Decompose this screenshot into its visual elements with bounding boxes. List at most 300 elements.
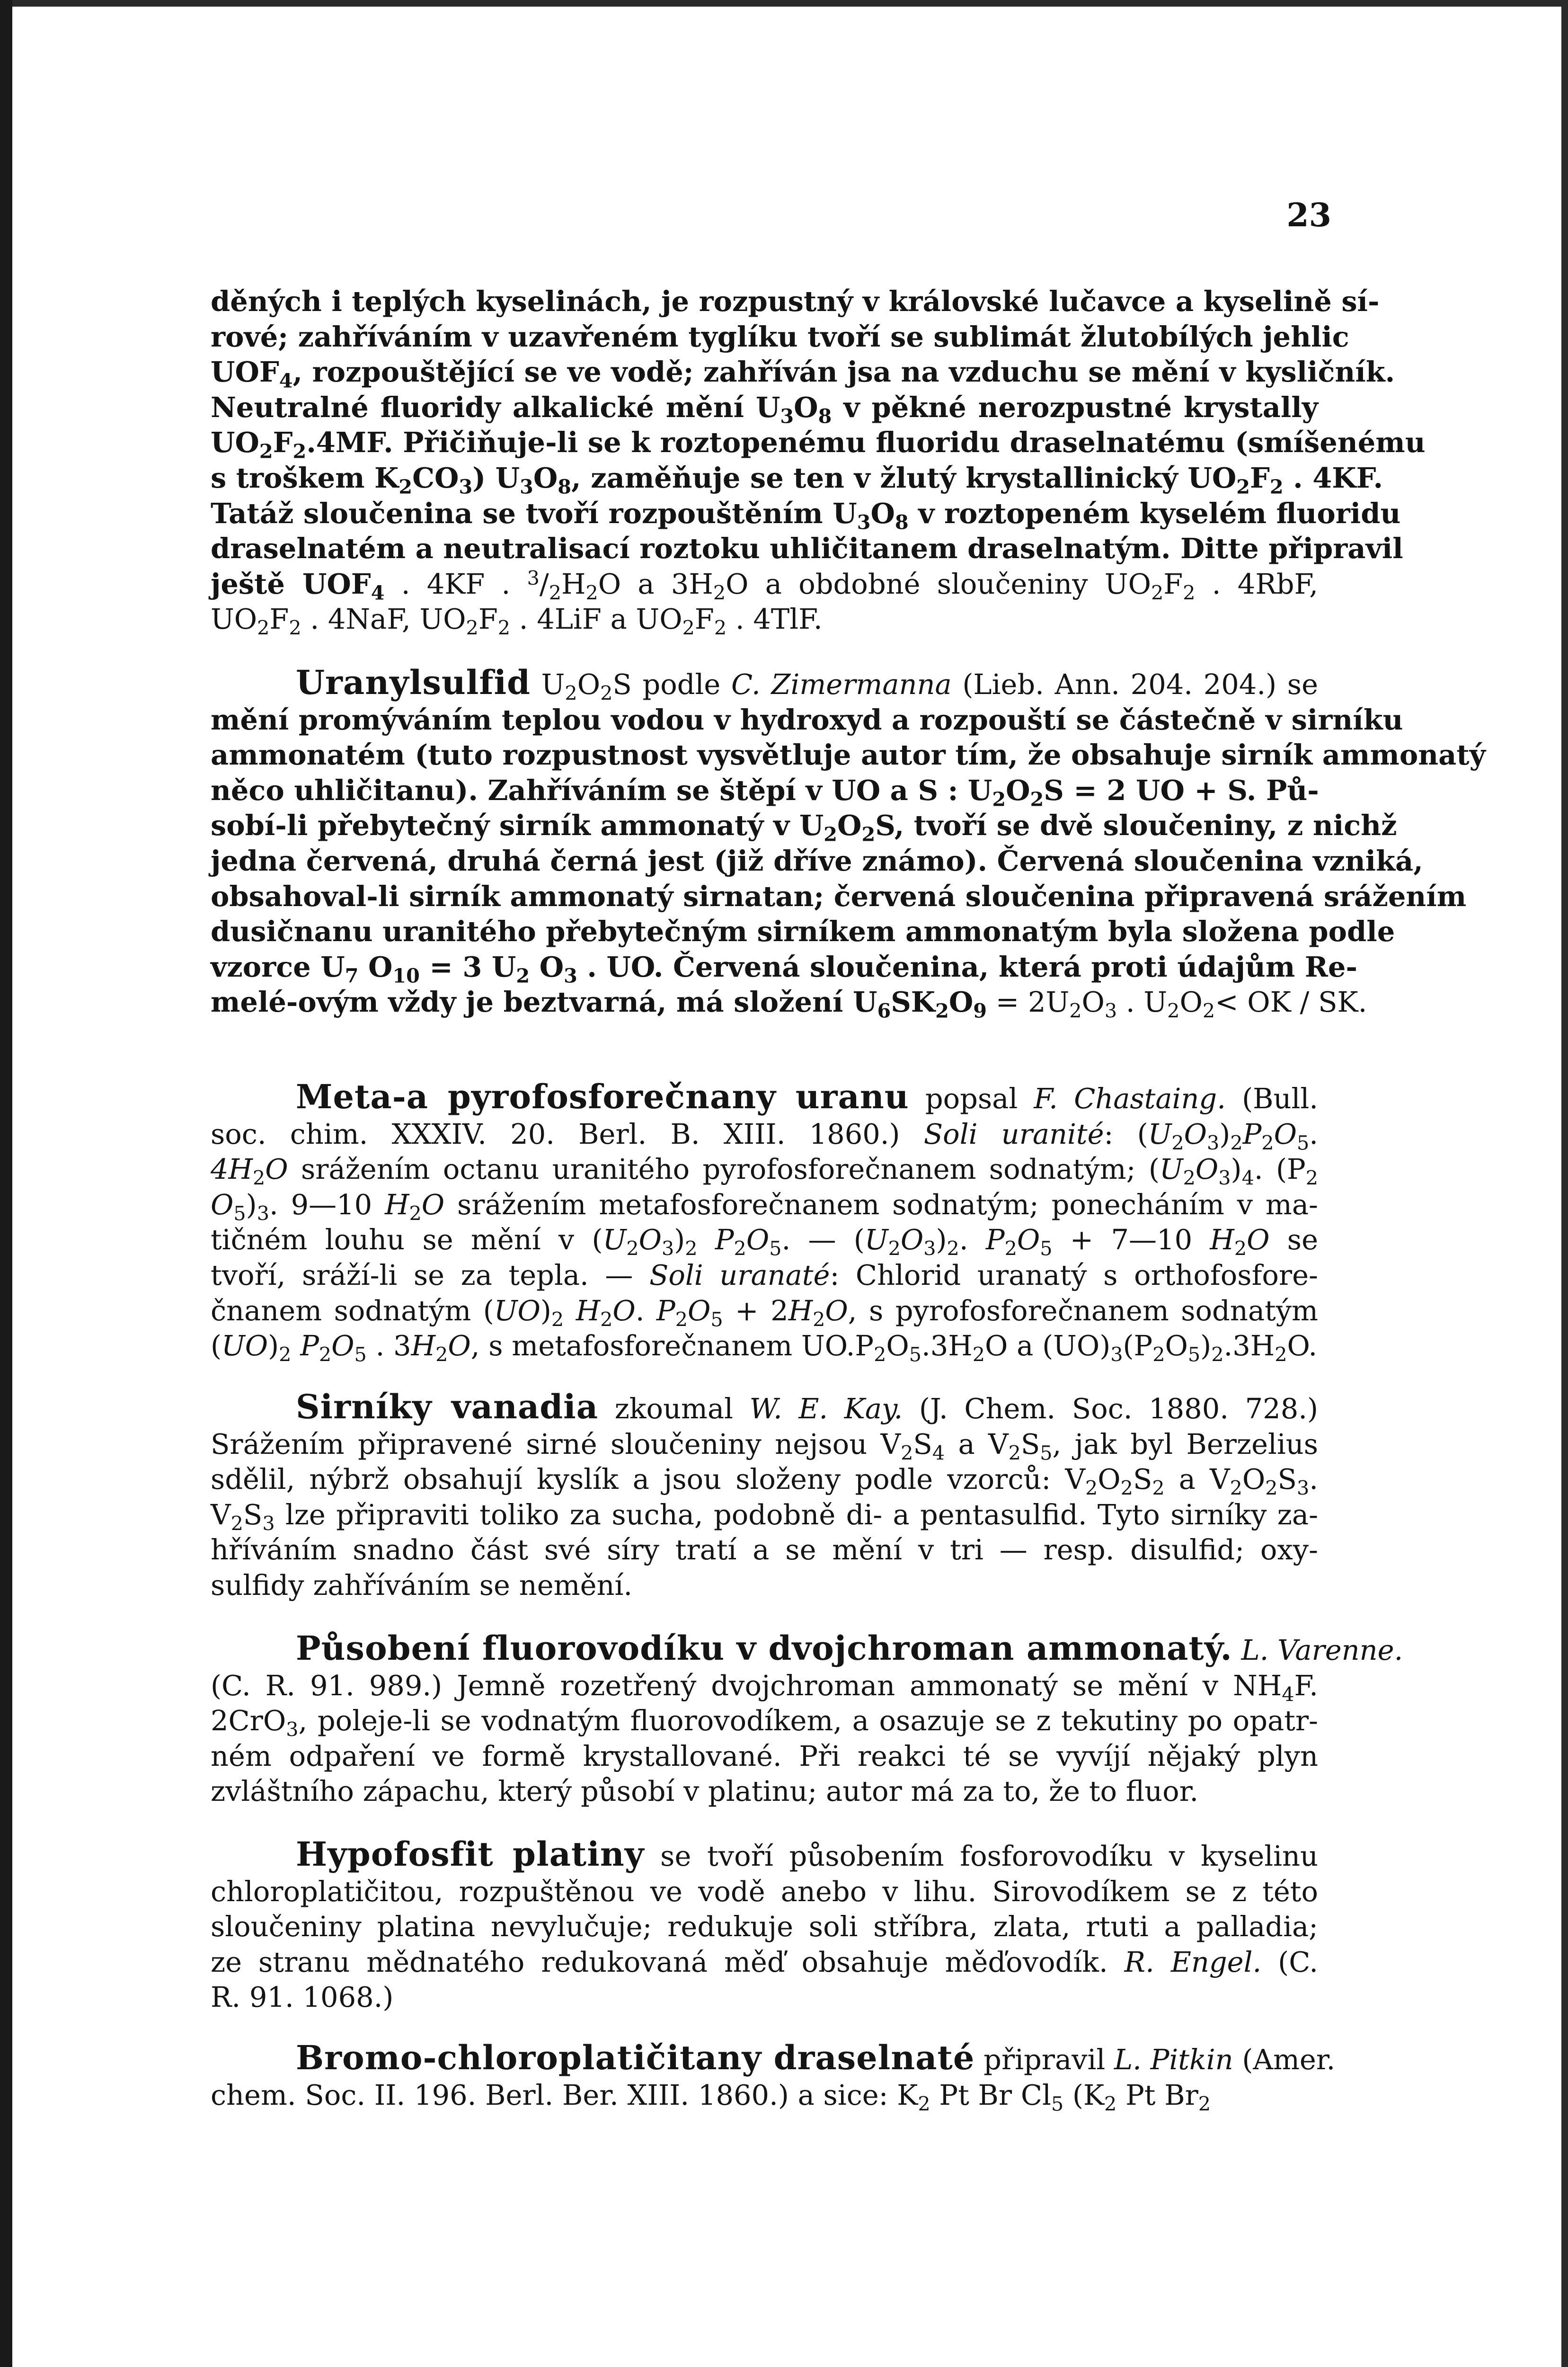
text-run: Pt Br [1116, 2078, 1198, 2111]
text-run: W. E. Kay. [749, 1392, 903, 1425]
text-run: SK [891, 986, 936, 1019]
text-run: . 4NaF, UO [301, 603, 466, 636]
text-run: srážením metafosforečnanem sodnatým; ponecháním v ma- [444, 1188, 1318, 1221]
scan-edge-left [0, 0, 12, 2367]
text-run: O [794, 391, 818, 424]
text-run: V [211, 1498, 231, 1531]
text-run: hříváním snadno část své síry tratí a se mění v tri — resp. disulfid; oxy- [211, 1533, 1318, 1566]
text-run: , s pyrofosforečnanem sodnatým [848, 1294, 1318, 1327]
text-run: = 2U [987, 986, 1070, 1019]
text-run: 2 [292, 439, 307, 463]
text-run: 3 [1110, 1343, 1123, 1366]
text-line [211, 808, 1397, 846]
text-run: , poleje-li se vodnatým fluorovodíkem, a osazuje se z tekutiny po opatr- [298, 1704, 1318, 1737]
text-run: , jak byl Berzelius [1052, 1427, 1318, 1460]
text-run: 2 [1275, 1343, 1287, 1366]
text-line [211, 773, 1318, 809]
text-run: F. [1294, 1669, 1318, 1702]
text-run: 2 [1183, 581, 1196, 605]
paragraph-hypofosfit [211, 1834, 1318, 2015]
text-run: P [656, 1294, 675, 1327]
text-run: 2 [289, 616, 301, 640]
text-run: 2 [259, 439, 273, 463]
text-run: 3 [1207, 1131, 1220, 1154]
text-run: . 4KF. [1283, 461, 1383, 494]
text-line [211, 950, 1357, 988]
text-run: 3 [257, 1202, 269, 1225]
text-run: připravil [974, 2043, 1114, 2076]
text-line [211, 665, 1318, 703]
text-line [211, 844, 1423, 879]
text-run: a V [1164, 1463, 1230, 1496]
text-run: R. Engel. [1124, 1945, 1262, 1978]
text-line [211, 914, 1395, 950]
text-line [211, 1774, 1318, 1809]
text-run: . — ( [781, 1223, 865, 1256]
text-run: 9 [973, 999, 987, 1023]
text-run: ze stranu mědnatého redukovaná měď obsahuje měďovodík. [211, 1945, 1125, 1978]
text-run: O [421, 1188, 445, 1221]
text-run: S [913, 1427, 932, 1460]
text-run: 2 [1171, 1131, 1184, 1154]
text-run: : Chlorid uranatý s orthofosfore- [830, 1258, 1318, 1291]
text-line [211, 1328, 1318, 1364]
section-heading: Hypofosfit platiny [296, 1834, 645, 1874]
text-run: H [411, 1329, 436, 1362]
text-line [211, 284, 1380, 320]
text-run: U [602, 1223, 627, 1256]
text-run: 3 [459, 475, 473, 498]
text-run: 2 [1085, 1477, 1098, 1500]
text-run: S [1277, 1463, 1297, 1496]
text-run: 2 [600, 682, 613, 705]
text-run: 8 [558, 475, 572, 498]
text-run: 2 [888, 1237, 901, 1260]
text-run: 2 [1030, 787, 1044, 811]
text-run: 5 [1296, 1131, 1310, 1154]
text-run: . U [1117, 986, 1168, 1019]
text-run: 2 [549, 581, 562, 605]
text-run: 2 [1069, 999, 1082, 1023]
text-line [211, 1703, 1318, 1739]
text-run: O [688, 1294, 711, 1327]
text-run: 2 [918, 2092, 930, 2115]
text-line [211, 602, 1318, 640]
text-run: P [985, 1223, 1005, 1256]
text-run: ) U [472, 461, 520, 494]
text-run: (P [1123, 1329, 1153, 1362]
text-run: ) [540, 1294, 551, 1327]
text-run: 2 [585, 581, 598, 605]
text-run: 3 [857, 510, 871, 534]
text-run: 3 [661, 1237, 674, 1260]
text-run: O [358, 950, 393, 983]
text-run: 2 [466, 616, 478, 640]
text-run: 2 [409, 1202, 422, 1225]
text-run: L. Pitkin [1114, 2043, 1233, 2076]
text-run: sdělil, nýbrž obsahují kyslík a jsou složeny podle vzorců: V [211, 1463, 1085, 1496]
text-run: 3 [923, 1237, 936, 1260]
text-run: O [1242, 1463, 1266, 1496]
text-run: Tatáž sloučenina se tvoří rozpouštěním U [211, 497, 857, 530]
text-run: 2 [1198, 2092, 1211, 2115]
text-line [211, 1668, 1318, 1704]
text-run: sulfidy zahříváním se nemění. [211, 1568, 633, 1602]
paragraph-bromo-chloroplaticitany [211, 2038, 1336, 2115]
text-run: . [1309, 1117, 1318, 1150]
text-run: tvoří, sráží-li se za tepla. — [211, 1258, 649, 1291]
text-line [211, 1117, 1318, 1152]
text-run: 2 [685, 1237, 698, 1260]
text-run: C. Zimermanna [731, 668, 952, 701]
text-line [211, 1462, 1318, 1500]
text-run: ammonatém (tuto rozpustnost vysvětluje autor tím, že obsahuje sirník ammonatý [211, 739, 1486, 772]
text-run: 2 [1151, 581, 1164, 605]
text-line [211, 531, 1403, 567]
text-run: 2 [947, 1237, 959, 1260]
text-run: O [577, 668, 601, 701]
text-run: chloroplatičitou, rozpuštěnou ve vodě anebo v lihu. Sirovodíkem se z této [211, 1875, 1318, 1908]
text-run: . [959, 1223, 986, 1256]
text-run: 2 [1265, 1477, 1278, 1500]
text-run: O [1017, 1223, 1040, 1256]
paragraph-sirniky-vanadia [211, 1389, 1318, 1603]
text-run: U [1159, 1153, 1183, 1186]
text-run: O [448, 1329, 471, 1362]
text-run: . [1309, 1463, 1318, 1496]
text-run: 2 [319, 1343, 332, 1366]
text-run: lze připraviti toliko za sucha, podobně di- a pentasulfid. Tyto sirníky za- [275, 1498, 1318, 1531]
text-run: U [530, 668, 565, 701]
text-run: 2 [279, 1343, 292, 1366]
text-run: ) [936, 1223, 947, 1256]
text-run: . (P [1254, 1153, 1306, 1186]
text-run: O [1247, 1223, 1270, 1256]
text-line [211, 1187, 1318, 1223]
paragraph-intro [211, 284, 1426, 640]
text-run: 4 [1241, 1166, 1254, 1190]
text-run: něco uhličitanu). Zahříváním se štěpí v UO a S : U [211, 774, 992, 807]
text-run: děných i teplých kyselinách, je rozpustný v královské lučavce a kyselině sí- [211, 285, 1380, 318]
text-run: H [561, 567, 586, 600]
text-run: 3 [286, 1718, 299, 1741]
text-run: vzorce U [211, 950, 345, 983]
text-run: ) [674, 1223, 685, 1256]
text-run: 3 [520, 475, 533, 498]
text-run: 5 [1040, 1441, 1053, 1464]
text-line [211, 390, 1318, 426]
text-run: (C. [1261, 1945, 1318, 1978]
text-run: sloučeniny platina nevylučuje; redukuje soli stříbra, zlata, rtuti a palladia; [211, 1910, 1318, 1943]
text-line [211, 496, 1401, 534]
text-run: 2 [713, 581, 726, 605]
text-run: . 4KF . [384, 567, 527, 600]
text-run: 2 [230, 1512, 243, 1535]
text-line [211, 1834, 1318, 1874]
text-run: 2 [435, 1343, 448, 1366]
text-line [211, 1079, 1318, 1117]
paragraph-uranylsulfid [211, 663, 1486, 1023]
text-run: 2 [1234, 1237, 1247, 1260]
text-line [211, 738, 1486, 773]
text-run: 8 [895, 510, 909, 534]
text-run: 2 [1152, 1343, 1165, 1366]
text-line [211, 1152, 1318, 1190]
text-run: 2 [497, 616, 511, 640]
text-run: UO [211, 603, 257, 636]
text-run: 2 [824, 822, 838, 846]
text-run: O [1184, 1117, 1207, 1150]
text-line [211, 1739, 1318, 1774]
text-run: 2 [1202, 999, 1215, 1023]
text-run: F. Chastaing. [1034, 1082, 1226, 1115]
text-line [211, 1258, 1318, 1293]
text-run: O [870, 497, 895, 530]
text-run: . UO. Červená sloučenina, která proti údajům Re- [577, 950, 1357, 983]
text-run: draselnatém a neutralisací roztoku uhličitanem draselnatým. Ditte připravil [211, 532, 1403, 565]
text-run: 2 [1230, 1131, 1243, 1154]
text-run: L. Varenne. [1232, 1634, 1403, 1666]
text-line [211, 1222, 1318, 1258]
text-run: O [211, 1188, 234, 1221]
text-run: Srážením připravené sirné sloučeniny nejsou V [211, 1427, 901, 1460]
text-run: 2 [682, 616, 695, 640]
text-run: (Lieb. Ann. 204. 204.) se [951, 668, 1318, 701]
text-run: O [1179, 986, 1203, 1019]
text-run: S = 2 UO + S. Pů- [1044, 774, 1319, 807]
text-run: 3 [1296, 1477, 1310, 1500]
text-run: 2 [253, 1166, 266, 1190]
text-run: popsal [909, 1082, 1034, 1115]
text-run: R. 91. 1068.) [211, 1981, 394, 2014]
text-run: .3H [921, 1329, 973, 1362]
text-run: 5 [354, 1343, 367, 1366]
text-line [211, 1497, 1318, 1533]
text-run: se [1269, 1223, 1318, 1256]
text-run: 2 [935, 999, 949, 1023]
text-run: 3 [780, 404, 794, 428]
text-run: O [746, 1223, 770, 1256]
text-run: U [1148, 1117, 1172, 1150]
text-run: 2CrO [211, 1704, 286, 1737]
text-run: 7 [345, 964, 359, 988]
text-run: F [1249, 461, 1270, 494]
text-run: U [864, 1223, 888, 1256]
text-line [211, 425, 1426, 463]
text-run: ( [211, 1329, 222, 1362]
text-run: O [533, 461, 558, 494]
text-run: O [1195, 1153, 1219, 1186]
text-run: O [825, 1294, 848, 1327]
text-run: P [697, 1223, 734, 1256]
text-run: O [1006, 774, 1030, 807]
text-line [211, 355, 1395, 392]
text-run: jedna červená, druhá černá jest (již dříve známo). Červená sloučenina vzniká, [211, 844, 1423, 877]
text-run: < OK / SK. [1215, 986, 1367, 1019]
text-run: O [331, 1329, 354, 1362]
text-line [211, 1568, 1318, 1603]
text-line [211, 1389, 1318, 1427]
text-run: CO [412, 461, 459, 494]
text-run: F [1163, 567, 1183, 600]
text-run: ) [1231, 1153, 1242, 1186]
text-run: S [243, 1498, 263, 1531]
text-line [211, 1293, 1318, 1329]
text-run: ještě UOF [211, 567, 371, 600]
text-run: 4 [1282, 1682, 1294, 1706]
text-run: 2 [1236, 475, 1250, 498]
text-run: 2 [516, 964, 530, 988]
text-run: ) [246, 1188, 257, 1221]
scan-edge-right [1561, 0, 1568, 2367]
text-run: 2 [992, 787, 1006, 811]
text-run: .3H [1223, 1329, 1275, 1362]
text-run: 2 [257, 616, 270, 640]
text-run: 2 [626, 1237, 639, 1260]
text-run: O [638, 1223, 662, 1256]
text-run: ) [1200, 1329, 1212, 1362]
text-run: (J. Chem. Soc. 1880. 728.) [903, 1392, 1319, 1425]
text-run: 2 [399, 475, 413, 498]
text-run: 8 [818, 404, 832, 428]
text-run: 2 [861, 822, 876, 846]
section-heading: Meta-a pyrofosforečnany uranu [296, 1077, 909, 1116]
text-run: UO [221, 1329, 268, 1362]
text-run: O [948, 986, 974, 1019]
text-run: 2 [1004, 1237, 1017, 1260]
text-line [211, 2038, 1336, 2078]
text-run: P [1242, 1117, 1262, 1150]
text-run: Pt Br Cl [930, 2078, 1051, 2111]
text-run: 2 [1211, 1343, 1224, 1366]
text-run: s troškem K [211, 461, 399, 494]
text-run: UOF [211, 356, 279, 389]
section-heading: Působení fluorovodíku v dvojchroman ammonatý. [296, 1628, 1232, 1668]
text-run: Neutralné fluoridy alkalické mění U [211, 391, 780, 424]
text-run: 2 [813, 1308, 825, 1331]
text-run: 3 [564, 964, 577, 988]
text-run: mění promýváním teplou vodou v hydroxyd a rozpouští se částečně v sirníku [211, 703, 1403, 736]
text-run: 5 [233, 1202, 246, 1225]
text-run: 2 [874, 1343, 886, 1366]
text-run: 2 [1305, 1166, 1318, 1190]
text-run: sobí-li přebytečný sirník ammonatý v U [211, 809, 824, 842]
text-run: S podle [612, 668, 731, 701]
text-run: 4 [371, 581, 385, 605]
text-run: / [539, 567, 549, 600]
text-run: . 4TlF. [726, 603, 823, 636]
text-run: ) [268, 1329, 279, 1362]
text-run: O [886, 1329, 909, 1362]
text-run: 5 [1187, 1343, 1201, 1366]
text-run: . 3 [366, 1329, 411, 1362]
text-run: O [1098, 1463, 1121, 1496]
text-run: 3 [1218, 1166, 1231, 1190]
text-run: O [837, 809, 862, 842]
text-run: 2 [734, 1237, 746, 1260]
text-run: F [478, 603, 498, 636]
text-run: (C. R. 91. 989.) Jemně rozetřený dvojchroman ammonatý se mění v NH [211, 1669, 1282, 1702]
text-run: 3 [1104, 999, 1117, 1023]
text-run: 2 [675, 1308, 688, 1331]
text-run: F [273, 426, 293, 459]
text-run: 3 [527, 567, 540, 590]
text-run: O [1165, 1329, 1188, 1362]
text-run: 6 [877, 999, 891, 1023]
text-run: O a (UO) [985, 1329, 1111, 1362]
text-run: O. [1287, 1329, 1318, 1362]
text-run: + 7—10 [1052, 1223, 1210, 1256]
text-run: 10 [392, 964, 420, 988]
text-run: 5 [1051, 2092, 1064, 2115]
text-run: H [385, 1188, 409, 1221]
text-run: (Bull. [1225, 1082, 1318, 1115]
text-run: UO [494, 1294, 540, 1327]
text-run: 2 [714, 616, 727, 640]
text-run: . [635, 1294, 657, 1327]
text-line [211, 703, 1403, 738]
text-run: : ( [1104, 1117, 1148, 1150]
text-run: 5 [710, 1308, 723, 1331]
text-run: čnanem sodnatým ( [211, 1294, 494, 1327]
paragraph-fluorovodik [211, 1628, 1403, 1809]
text-run: = 3 U [419, 950, 516, 983]
text-run: 5 [1040, 1237, 1053, 1260]
text-run: 3 [262, 1512, 275, 1535]
text-line [211, 2078, 1318, 2113]
section-heading: Uranylsulfid [296, 663, 531, 702]
text-run: zkoumal [598, 1392, 750, 1425]
text-run: dusičnanu uranitého přebytečným sirníkem ammonatým byla složena podle [211, 915, 1395, 948]
text-line [211, 985, 1367, 1023]
scan-edge-top [0, 0, 1568, 7]
text-run: 5 [909, 1343, 922, 1366]
text-run: 2 [1008, 1441, 1021, 1464]
text-run: , zaměňuje se ten v žlutý krystallinický UO [571, 461, 1237, 494]
paragraph-meta-pyrofosforecnany [211, 1079, 1318, 1364]
text-run: 2 [972, 1343, 985, 1366]
text-run: 2 [1120, 1477, 1133, 1500]
section-heading: Sirníky vanadia [296, 1387, 599, 1426]
text-run: H [788, 1294, 813, 1327]
text-line [211, 1532, 1318, 1568]
text-line [211, 879, 1467, 915]
text-run: F [694, 603, 714, 636]
text-run: (Amer. [1233, 2043, 1336, 2076]
text-run: (K [1063, 2078, 1105, 2111]
text-run: soc. chim. XXXIV. 20. Berl. B. XIII. 1860.) [211, 1117, 924, 1150]
text-run: P [291, 1329, 319, 1362]
text-run: v pěkné nerozpustné krystally [832, 391, 1319, 424]
text-run: rové; zahříváním v uzavřeném tyglíku tvoří se sublimát žlutobílých jehlic [211, 320, 1349, 353]
text-line [211, 1945, 1318, 1980]
text-run: . 4LiF a UO [510, 603, 682, 636]
text-run: . 9—10 [269, 1188, 385, 1221]
section-heading: Bromo-chloroplatičitany draselnaté [296, 2038, 975, 2077]
text-line [211, 1427, 1318, 1462]
text-line [211, 567, 1319, 605]
text-run: 2 [1152, 1477, 1165, 1500]
text-run: O [612, 1294, 636, 1327]
text-run: 4 [932, 1441, 945, 1464]
text-run: UO [211, 426, 259, 459]
text-run: 5 [769, 1237, 782, 1260]
text-run: melé-ovým vždy je beztvarná, má složení U [211, 986, 877, 1019]
text-run: 2 [1269, 475, 1284, 498]
text-run: chem. Soc. II. 196. Berl. Ber. XIII. 1860.) a sice: K [211, 2078, 918, 2111]
text-line [211, 1628, 1403, 1668]
page-number: 23 [1286, 196, 1331, 234]
